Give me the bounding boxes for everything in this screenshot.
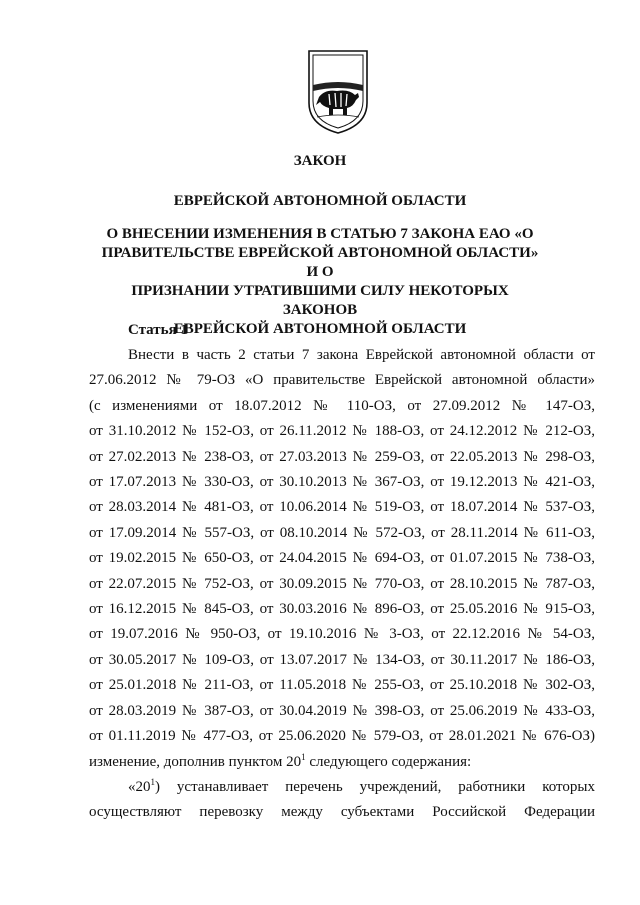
article-heading: Статья 1 (128, 322, 188, 338)
paragraph-line: от 28.03.2019 № 387-ОЗ, от 30.04.2019 № 398-ОЗ, от 25.06.2019 № 433-ОЗ, (89, 702, 595, 719)
paragraph-line: от 27.02.2013 № 238-ОЗ, от 27.03.2013 № 259-ОЗ, от 22.05.2013 № 298-ОЗ, (89, 448, 595, 465)
paragraph-line: от 01.11.2019 № 477-ОЗ, от 25.06.2020 № 579-ОЗ, от 28.01.2021 № 676-ОЗ) (89, 728, 595, 745)
paragraph-line: 27.06.2012 № 79-ОЗ «О правительстве Еврейской автономной области» (89, 372, 595, 389)
paragraph-text: следующего содержания: (305, 753, 472, 770)
article-body (89, 343, 595, 826)
law-title-line: ПРИЗНАНИИ УТРАТИВШИМИ СИЛУ НЕКОТОРЫХ ЗАКОНОВ (131, 283, 509, 318)
quoted-paragraph-line (89, 775, 595, 800)
paragraph-line: от 31.10.2012 № 152-ОЗ, от 26.11.2012 № 188-ОЗ, от 24.12.2012 № 212-ОЗ, (89, 423, 595, 440)
superscript: 1 (301, 751, 306, 762)
paragraph-line: от 25.01.2018 № 211-ОЗ, от 11.05.2018 № 255-ОЗ, от 25.10.2018 № 302-ОЗ, (89, 677, 595, 694)
paragraph-line: от 22.07.2015 № 752-ОЗ, от 30.09.2015 № 770-ОЗ, от 28.10.2015 № 787-ОЗ, (89, 575, 595, 592)
law-title-line: О ВНЕСЕНИИ ИЗМЕНЕНИЯ В СТАТЬЮ 7 ЗАКОНА ЕАО «О (106, 226, 534, 242)
paragraph-line: от 30.05.2017 № 109-ОЗ, от 13.07.2017 № 134-ОЗ, от 30.11.2017 № 186-ОЗ, (89, 651, 595, 668)
superscript: 1 (150, 776, 155, 787)
quoted-text: ) устанавливает перечень учреждений, работники которых (155, 778, 595, 795)
paragraph-line: (с изменениями от 18.07.2012 № 110-ОЗ, от 27.09.2012 № 147-ОЗ, (89, 397, 595, 414)
paragraph-line: от 28.03.2014 № 481-ОЗ, от 10.06.2014 № 519-ОЗ, от 18.07.2014 № 537-ОЗ, (89, 499, 595, 516)
coat-of-arms-icon (303, 45, 373, 137)
document-type: ЗАКОН (293, 153, 347, 169)
paragraph-line: от 17.09.2014 № 557-ОЗ, от 08.10.2014 № 572-ОЗ, от 28.11.2014 № 611-ОЗ, (89, 524, 595, 541)
quoted-text: «20 (128, 778, 151, 795)
paragraph-text: изменение, дополнив пунктом 20 (89, 753, 302, 770)
law-title-line: ПРАВИТЕЛЬСТВЕ ЕВРЕЙСКОЙ АВТОНОМНОЙ ОБЛАСТИ» И О (101, 245, 539, 280)
quoted-paragraph-line: осуществляют перевозку между субъектами Российской Федерации (89, 804, 595, 821)
paragraph-line: от 17.07.2013 № 330-ОЗ, от 30.10.2013 № 367-ОЗ, от 19.12.2013 № 421-ОЗ, (89, 474, 595, 491)
paragraph-line: от 19.02.2015 № 650-ОЗ, от 24.04.2015 № 694-ОЗ, от 01.07.2015 № 738-ОЗ, (89, 550, 595, 567)
paragraph-line: от 16.12.2015 № 845-ОЗ, от 30.03.2016 № 896-ОЗ, от 25.05.2016 № 915-ОЗ, (89, 601, 595, 618)
paragraph-line-final (89, 750, 595, 775)
law-title-line: ЕВРЕЙСКОЙ АВТОНОМНОЙ ОБЛАСТИ (173, 321, 467, 337)
coat-of-arms (303, 45, 373, 137)
region-name: ЕВРЕЙСКОЙ АВТОНОМНОЙ ОБЛАСТИ (173, 193, 467, 209)
paragraph-line: Внести в часть 2 статьи 7 закона Еврейской автономной области от (128, 347, 595, 363)
paragraph-line: от 19.07.2016 № 950-ОЗ, от 19.10.2016 № 3-ОЗ, от 22.12.2016 № 54-ОЗ, (89, 626, 595, 643)
